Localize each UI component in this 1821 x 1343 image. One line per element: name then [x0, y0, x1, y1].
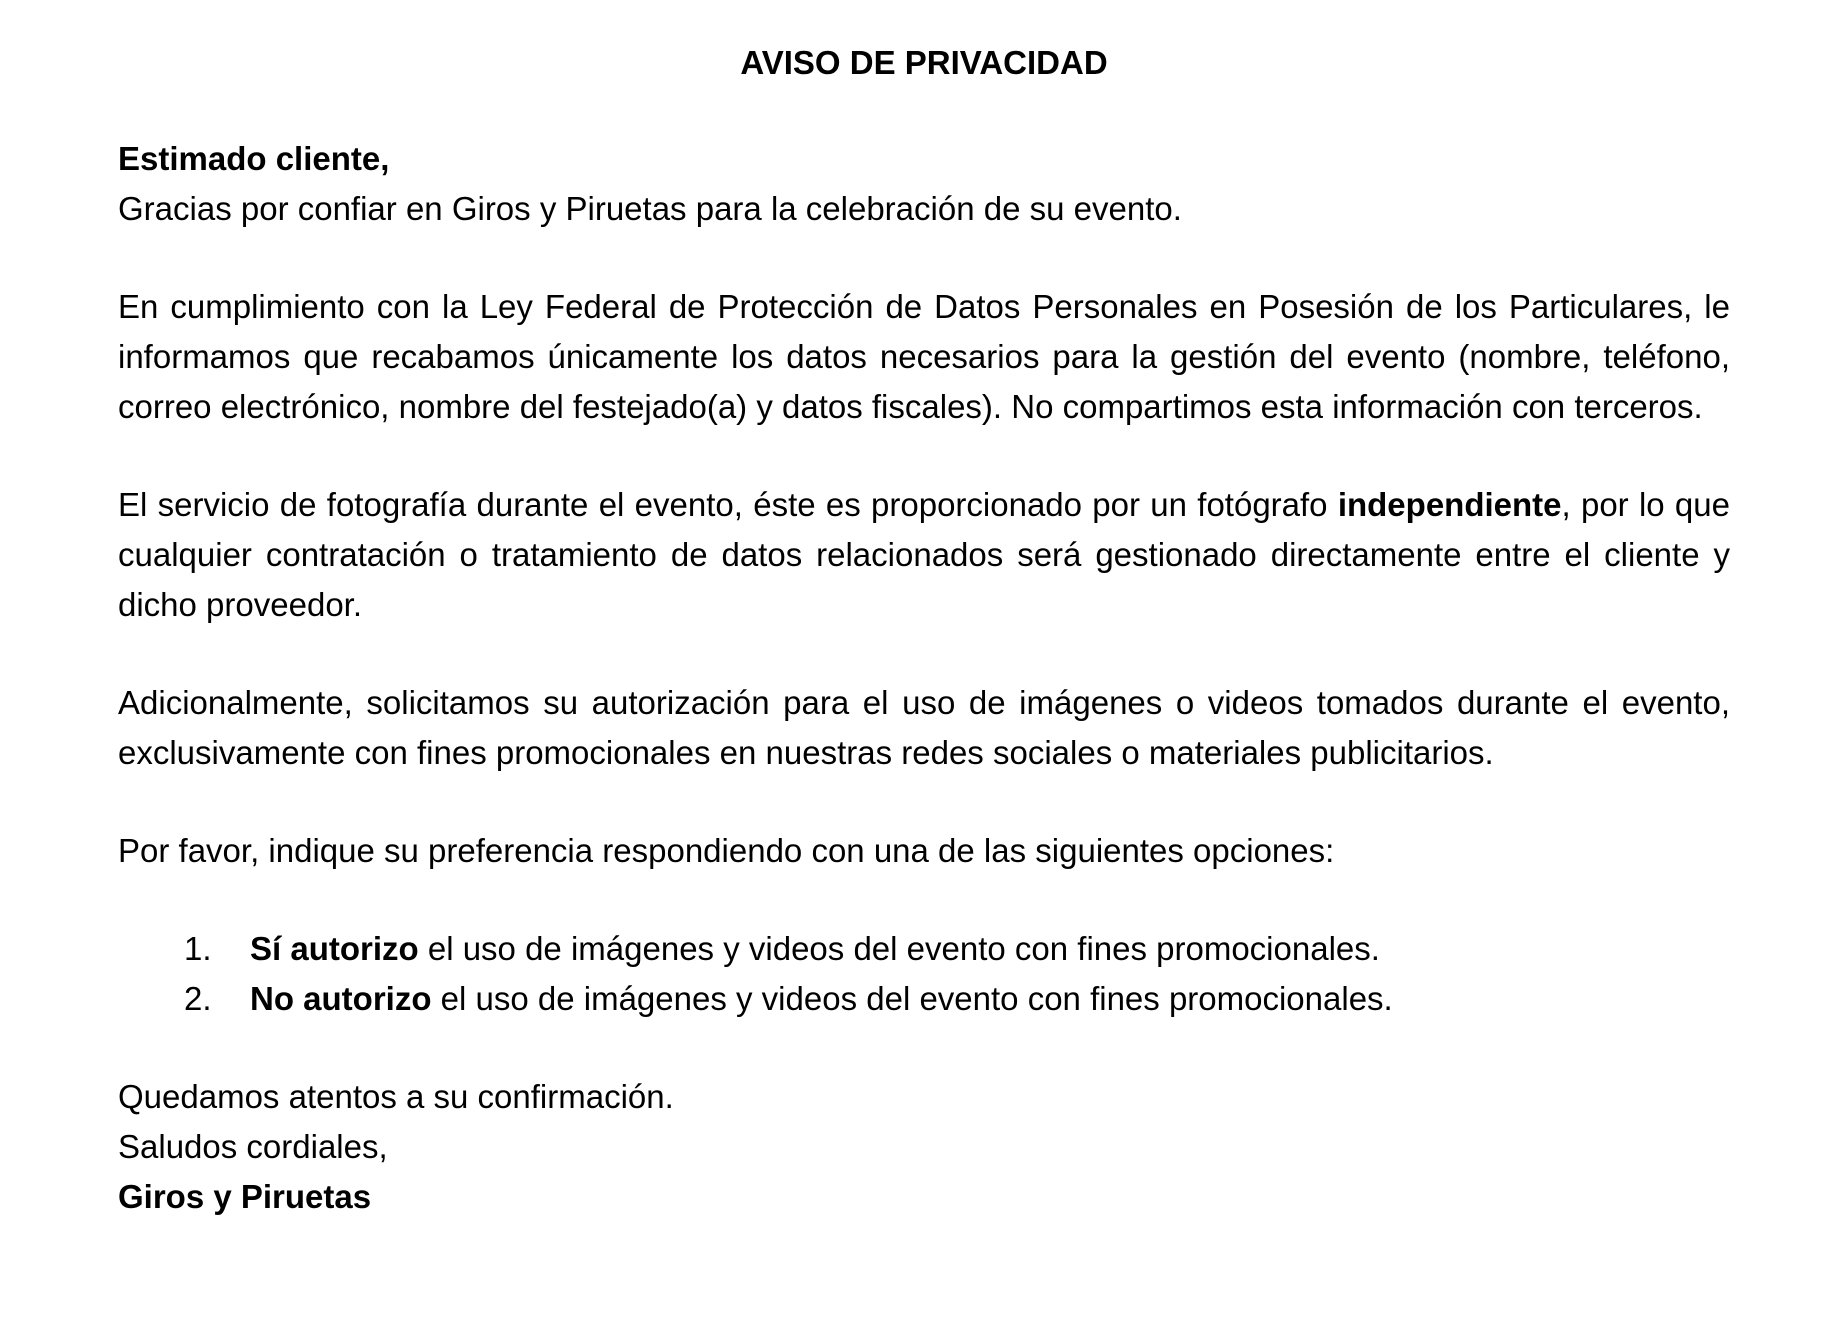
thanks-text: Gracias por confiar en Giros y Piruetas para la celebración de su evento. [118, 190, 1182, 227]
law-paragraph: En cumplimiento con la Ley Federal de Protección de Datos Personales en Posesión de los Particulares, le informamos que recabamos únicamente los datos necesarios para la gestión del evento (nombre, teléfono, correo electrónico, nombre del festejado(a) y datos fiscales). No compartimos esta información con terceros. [118, 288, 1730, 425]
privacy-notice-document [118, 38, 1730, 1222]
option-description: el uso de imágenes y videos del evento con fines promocionales. [431, 980, 1393, 1017]
photography-paragraph [118, 480, 1730, 630]
preference-prompt: Por favor, indique su preferencia respondiendo con una de las siguientes opciones: [118, 832, 1335, 869]
photography-text-end: , por lo que cualquier contratación o tratamiento de datos relacionados será gestionado directamente entre el cliente y dicho proveedor. [118, 486, 1730, 623]
option-authorize [118, 924, 1730, 974]
images-paragraph: Adicionalmente, solicitamos su autorización para el uso de imágenes o videos tomados durante el evento, exclusivamente con fines promocionales en nuestras redes sociales o materiales publicitarios. [118, 684, 1730, 771]
options-list [118, 924, 1730, 1024]
signature: Giros y Piruetas [118, 1178, 372, 1215]
option-choice: No autorizo [250, 980, 432, 1017]
option-not-authorize [118, 974, 1730, 1024]
option-choice: Sí autorizo [250, 930, 419, 967]
document-title: AVISO DE PRIVACIDAD [740, 44, 1108, 81]
option-description: el uso de imágenes y videos del evento con fines promocionales. [418, 930, 1380, 967]
greeting: Estimado cliente, [118, 140, 390, 177]
independent-emphasis: independiente [1337, 486, 1562, 523]
option-number: 1. [184, 930, 212, 967]
photography-text-start: El servicio de fotografía durante el evento, éste es proporcionado por un fotógrafo [118, 486, 1338, 523]
closing-text: Quedamos atentos a su confirmación. [118, 1078, 674, 1115]
regards-text: Saludos cordiales, [118, 1128, 388, 1165]
option-number: 2. [184, 980, 212, 1017]
